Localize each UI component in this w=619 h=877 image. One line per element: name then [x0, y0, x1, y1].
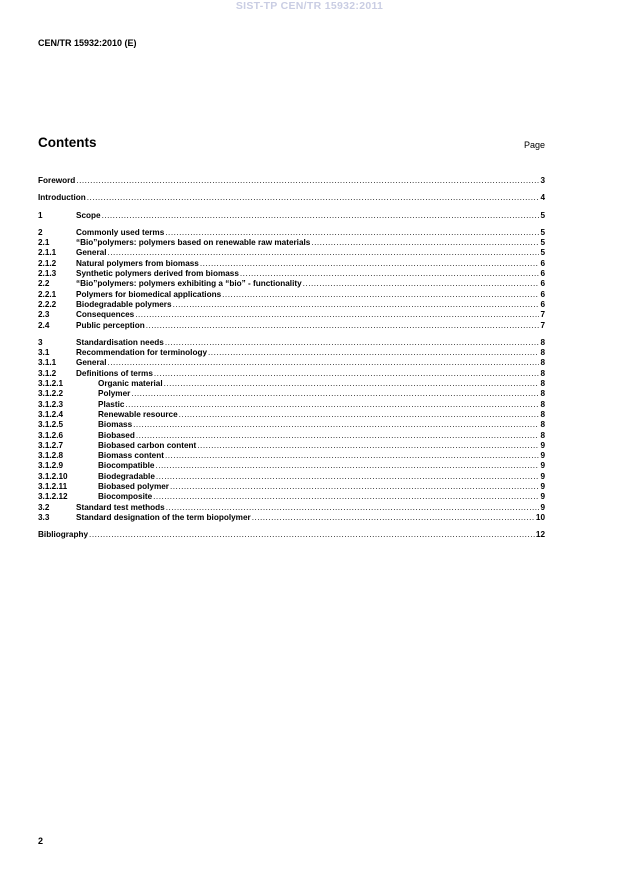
toc-entry-number: 3.3 [38, 512, 50, 522]
dot-leader [170, 482, 539, 492]
dot-leader [166, 503, 540, 513]
toc-entry-title: Plastic [98, 399, 125, 409]
toc-entry-page: 7 [540, 320, 545, 330]
toc-entry-number: 3.1.1 [38, 358, 57, 368]
toc-entry-number: 3.1.2.2 [38, 389, 64, 399]
toc-entry[interactable] [38, 389, 545, 399]
toc-entry-page: 8 [540, 368, 545, 378]
toc-entry-page: 8 [540, 389, 545, 399]
toc-entry-title: Biomass [98, 420, 133, 430]
toc-entry-title: Introduction [38, 193, 86, 203]
toc-entry-number: 3.1.2.1 [38, 379, 64, 389]
toc-entry-title: Polymer [98, 389, 131, 399]
toc-entry-title: Standard designation of the term biopolymer [76, 512, 251, 522]
toc-entry[interactable] [38, 228, 545, 238]
toc-entry-title: Natural polymers from biomass [76, 258, 199, 268]
dot-leader [108, 358, 540, 368]
toc-entry[interactable] [38, 379, 545, 389]
dot-leader [164, 379, 540, 389]
dot-leader [146, 321, 540, 331]
toc-entry-number: 2.1.1 [38, 248, 57, 258]
toc-entry-number: 2.2.2 [38, 299, 57, 309]
dot-leader [155, 461, 539, 471]
table-of-contents [38, 176, 545, 541]
toc-entry-title: Biodegradable [98, 471, 155, 481]
toc-entry-title: Biobased [98, 430, 135, 440]
toc-entry[interactable] [38, 358, 545, 368]
toc-entry-number: 3.1 [38, 348, 50, 358]
page-column-label: Page [523, 140, 545, 150]
toc-entry-page: 7 [540, 310, 545, 320]
dot-leader [222, 290, 539, 300]
dot-leader [154, 369, 540, 379]
toc-entry[interactable] [38, 193, 545, 203]
toc-entry-page: 8 [540, 358, 545, 368]
toc-entry-page: 9 [540, 502, 545, 512]
toc-entry-title: Definitions of terms [76, 368, 153, 378]
toc-entry-page: 8 [540, 379, 545, 389]
toc-entry[interactable] [38, 238, 545, 248]
toc-entry-page: 6 [540, 289, 545, 299]
dot-leader [311, 238, 539, 248]
toc-entry-title: Biocomposite [98, 492, 153, 502]
toc-entry-number: 3.1.2.12 [38, 492, 68, 502]
toc-entry-title: Consequences [76, 310, 135, 320]
toc-entry-title: Foreword [38, 176, 76, 185]
toc-entry[interactable] [38, 310, 545, 320]
toc-entry-title: “Bio”polymers: polymers based on renewable raw materials [76, 238, 311, 248]
dot-leader [200, 259, 540, 269]
toc-entry-page: 10 [535, 512, 545, 522]
dot-leader [165, 451, 539, 461]
toc-entry-page: 5 [540, 248, 545, 258]
dot-leader [108, 248, 540, 258]
toc-entry-title: Organic material [98, 379, 163, 389]
toc-entry-title: Polymers for biomedical applications [76, 289, 222, 299]
dot-leader [303, 279, 540, 289]
toc-entry-page: 8 [540, 399, 545, 409]
toc-entry-page: 6 [540, 279, 545, 289]
toc-entry-number: 2.2 [38, 279, 50, 289]
toc-entry[interactable] [38, 279, 545, 289]
toc-entry-number: 3.1.2.5 [38, 420, 64, 430]
toc-entry-page: 5 [540, 227, 545, 237]
toc-entry-title: Bibliography [38, 530, 89, 540]
dot-leader [76, 176, 539, 186]
dot-leader [165, 338, 540, 348]
toc-entry-number: 2.4 [38, 320, 50, 330]
toc-entry-number: 3.1.2.9 [38, 461, 64, 471]
toc-entry-title: Standard test methods [76, 502, 165, 512]
toc-entry-page: 9 [540, 451, 545, 461]
toc-entry-number: 3.1.2 [38, 368, 57, 378]
toc-entry-title: Standardisation needs [76, 337, 164, 347]
toc-entry-page: 8 [540, 348, 545, 358]
dot-leader [173, 300, 540, 310]
toc-entry[interactable] [38, 269, 545, 279]
toc-entry[interactable] [38, 472, 545, 482]
toc-entry[interactable] [38, 451, 545, 461]
dot-leader [156, 472, 540, 482]
toc-entry-page: 6 [540, 258, 545, 268]
toc-entry[interactable] [38, 290, 545, 300]
toc-entry-number: 2.1.2 [38, 258, 57, 268]
toc-entry-title: Recommendation for terminology [76, 348, 208, 358]
toc-entry-page: 9 [540, 440, 545, 450]
toc-entry-number: 3.1.2.7 [38, 440, 64, 450]
footer-page-number: 2 [38, 836, 44, 846]
dot-leader [197, 441, 539, 451]
dot-leader [133, 420, 539, 430]
toc-entry-title: Biomass content [98, 451, 164, 461]
toc-entry[interactable] [38, 348, 545, 358]
toc-entry-number: 3.1.2.10 [38, 471, 68, 481]
toc-entry-page: 8 [540, 420, 545, 430]
toc-entry[interactable] [38, 492, 545, 502]
toc-entry[interactable] [38, 321, 545, 331]
dot-leader [131, 389, 539, 399]
toc-entry-page: 6 [540, 269, 545, 279]
toc-entry[interactable] [38, 248, 545, 258]
toc-entry-title: Scope [76, 210, 101, 220]
toc-entry[interactable] [38, 259, 545, 269]
dot-leader [125, 400, 539, 410]
toc-entry[interactable] [38, 338, 545, 348]
dot-leader [208, 348, 539, 358]
toc-entry-number: 2.2.1 [38, 289, 57, 299]
toc-entry-title: Biobased polymer [98, 482, 169, 492]
watermark: SIST-TP CEN/TR 15932:2011 [235, 0, 384, 12]
toc-entry-page: 6 [540, 299, 545, 309]
toc-entry-title: Biodegradable polymers [76, 299, 172, 309]
contents-heading: Contents [38, 135, 97, 150]
toc-entry-page: 9 [540, 461, 545, 471]
toc-entry-title: General [76, 248, 107, 258]
toc-entry-number: 1 [38, 210, 43, 220]
dot-leader [136, 431, 540, 441]
toc-entry[interactable] [38, 400, 545, 410]
toc-entry[interactable] [38, 431, 545, 441]
toc-entry-title: Biocompatible [98, 461, 155, 471]
toc-entry[interactable] [38, 176, 545, 186]
toc-entry-title: Synthetic polymers derived from biomass [76, 269, 239, 279]
toc-entry-title: General [76, 358, 107, 368]
toc-entry-page: 9 [540, 471, 545, 481]
toc-entry[interactable] [38, 441, 545, 451]
toc-entry[interactable] [38, 530, 545, 540]
document-id: CEN/TR 15932:2010 (E) [38, 38, 137, 48]
toc-entry-page: 12 [535, 530, 545, 540]
toc-entry-page: 9 [540, 492, 545, 502]
toc-entry-number: 3.2 [38, 502, 50, 512]
toc-entry-page: 8 [540, 337, 545, 347]
dot-leader [179, 410, 540, 420]
dot-leader [153, 492, 539, 502]
toc-entry[interactable] [38, 482, 545, 492]
toc-entry[interactable] [38, 420, 545, 430]
toc-entry-number: 3.1.2.8 [38, 451, 64, 461]
toc-entry-number: 2.3 [38, 310, 50, 320]
toc-entry[interactable] [38, 369, 545, 379]
dot-leader [135, 310, 539, 320]
toc-entry-number: 2.1 [38, 238, 50, 248]
dot-leader [102, 211, 540, 221]
toc-entry-number: 2 [38, 227, 43, 237]
toc-entry-title: Biobased carbon content [98, 440, 197, 450]
toc-entry-page: 8 [540, 430, 545, 440]
toc-entry-title: Public perception [76, 320, 145, 330]
dot-leader [240, 269, 540, 279]
toc-entry[interactable] [38, 410, 545, 420]
toc-entry-number: 3.1.2.4 [38, 409, 64, 419]
toc-entry-page: 9 [540, 482, 545, 492]
toc-entry-title: Commonly used terms [76, 227, 165, 237]
toc-entry-page: 5 [540, 210, 545, 220]
toc-entry[interactable] [38, 211, 545, 221]
toc-entry-title: Renewable resource [98, 409, 178, 419]
toc-entry[interactable] [38, 503, 545, 513]
toc-entry-page: 8 [540, 409, 545, 419]
toc-entry-page: 3 [540, 176, 545, 185]
toc-entry-title: “Bio”polymers: polymers exhibiting a “bio” - functionality [76, 279, 302, 289]
toc-entry-page: 5 [540, 238, 545, 248]
toc-entry-page: 4 [540, 193, 545, 203]
toc-entry[interactable] [38, 513, 545, 523]
toc-entry-number: 3.1.2.11 [38, 482, 68, 492]
toc-entry[interactable] [38, 461, 545, 471]
toc-entry-number: 2.1.3 [38, 269, 57, 279]
toc-entry-number: 3 [38, 337, 43, 347]
dot-leader [165, 228, 539, 238]
dot-leader [87, 193, 540, 203]
toc-entry-number: 3.1.2.3 [38, 399, 64, 409]
dot-leader [89, 530, 535, 540]
dot-leader [252, 513, 535, 523]
toc-entry[interactable] [38, 300, 545, 310]
toc-entry-number: 3.1.2.6 [38, 430, 64, 440]
